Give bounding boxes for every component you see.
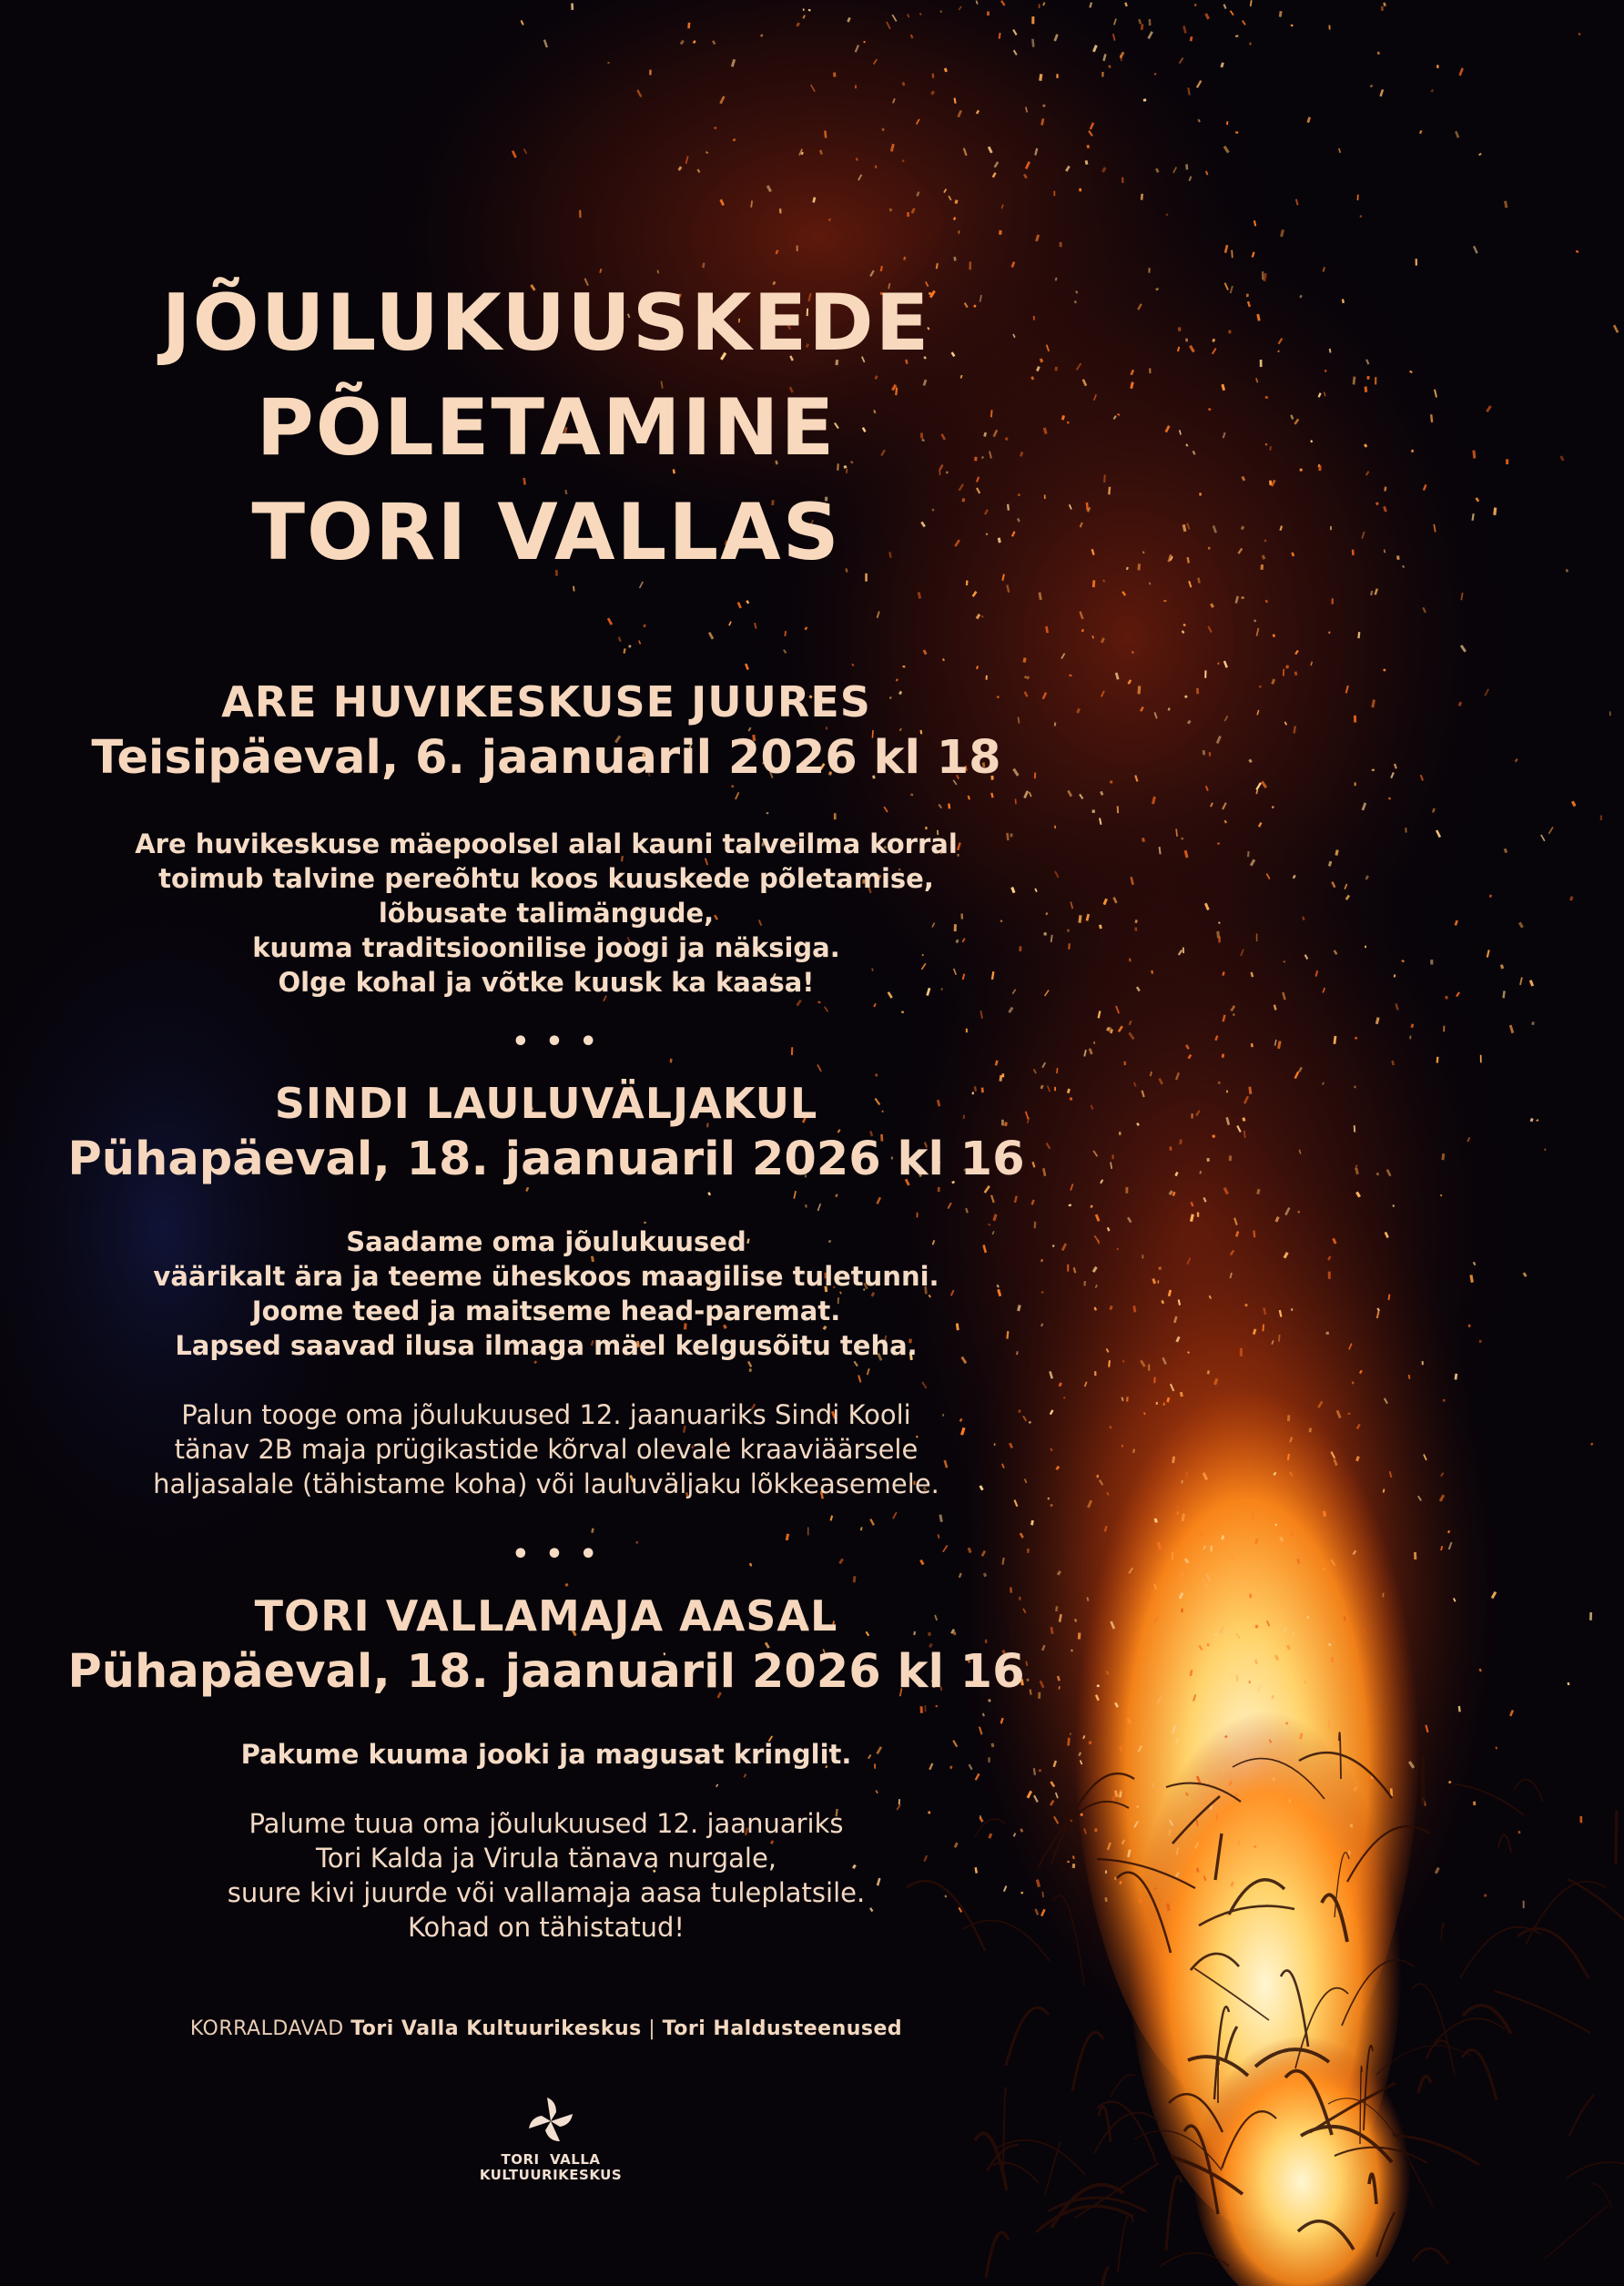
logo-text-line-1: TORI VALLA [501, 2151, 601, 2168]
event-description-line: väärikalt ära ja teeme üheskoos maagilise tuletunni. [153, 1261, 939, 1292]
organizer-2: Tori Haldusteenused [662, 2017, 903, 2040]
event-info-line: suure kivi juurde või vallamaja aasa tuleplatsile. [227, 1877, 866, 1908]
event-info-line: tänav 2B maja prügikastide kõrval olevale kraaviäärsele [174, 1434, 919, 1465]
organizer-divider: | [648, 2017, 656, 2040]
title-line-1: JÕULUKUUSKEDE [161, 278, 931, 369]
section-separator: ••• [512, 1026, 614, 1058]
event-are [55, 676, 1038, 1000]
event-description-line: lõbusate talimängude, [378, 898, 715, 929]
organizers-footer [55, 2017, 1038, 2040]
event-info-line: Palume tuua oma jõulukuused 12. jaanuariks [249, 1808, 844, 1839]
pinwheel-logo-icon [519, 2094, 583, 2149]
event-description-line: Pakume kuuma jooki ja magusat kringlit. [240, 1739, 852, 1770]
event-info-line: Palun tooge oma jõulukuused 12. jaanuariks Sindi Kooli [181, 1399, 911, 1430]
event-location: ARE HUVIKESKUSE JUURES [221, 677, 871, 726]
event-description-line: Saadame oma jõulukuused [346, 1226, 746, 1257]
title-line-2: PÕLETAMINE [256, 382, 837, 473]
event-description-line: Olge kohal ja võtke kuusk ka kaasa! [278, 967, 815, 998]
event-sindi [55, 1077, 1038, 1501]
event-info-line: Kohad on tähistatud! [407, 1912, 685, 1943]
organizer-1: Tori Valla Kultuurikeskus [350, 2017, 642, 2040]
organizers-label: KORRALDAVAD [189, 2017, 344, 2040]
tori-valla-kultuurikeskus-logo [478, 2094, 624, 2183]
poster-title [55, 271, 1038, 585]
event-date: Teisipäeval, 6. jaanuaril 2026 kl 18 [91, 731, 1001, 785]
event-description-line: toimub talvine pereõhtu koos kuuskede põletamise, [158, 863, 934, 894]
event-description-line: kuuma traditsioonilise joogi ja näksiga. [252, 932, 840, 963]
event-date: Pühapäeval, 18. jaanuaril 2026 kl 16 [67, 1133, 1025, 1186]
event-tori-vallamaja [55, 1590, 1038, 1945]
event-info-line: haljasalale (tähistame koha) või lauluväljaku lõkkeasemele. [153, 1468, 939, 1499]
logo-text-line-2: KULTUURIKESKUS [479, 2167, 623, 2183]
title-line-3: TORI VALLAS [251, 487, 841, 578]
event-description-line: Joome teed ja maitseme head-paremat. [251, 1295, 841, 1326]
event-description-line: Lapsed saavad ilusa ilmaga mäel kelgusõitu teha. [175, 1330, 918, 1361]
event-info-line: Tori Kalda ja Virula tänava nurgale, [315, 1843, 777, 1874]
event-location: TORI VALLAMAJA AASAL [254, 1591, 838, 1641]
event-description-line: Are huvikeskuse mäepoolsel alal kauni talveilma korral [135, 828, 958, 859]
event-location: SINDI LAULUVÄLJAKUL [274, 1079, 818, 1128]
section-separator: ••• [512, 1539, 614, 1570]
event-date: Pühapäeval, 18. jaanuaril 2026 kl 16 [67, 1645, 1025, 1699]
